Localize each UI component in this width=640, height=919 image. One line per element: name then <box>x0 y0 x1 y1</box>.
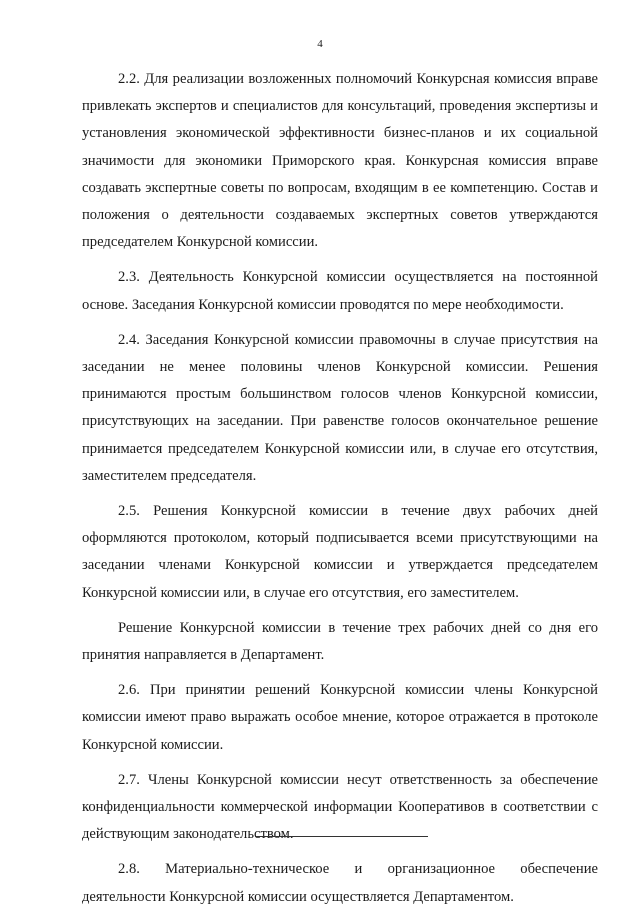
paragraph-2-6: 2.6. При принятии решений Конкурсной комиссии члены Конкурсной комиссии имеют право выражать особое мнение, которое отражается в протоколе Конкурсной комиссии. <box>82 682 598 753</box>
end-divider-line <box>256 836 428 837</box>
page-number: 4 <box>317 38 323 50</box>
paragraph-2-5-continued: Решение Конкурсной комиссии в течение трех рабочих дней со дня его принятия направляется в Департамент. <box>82 619 598 664</box>
document-body <box>82 66 598 919</box>
paragraph-2-8: 2.8. Материально-техническое и организационное обеспечение деятельности Конкурсной комиссии осуществляется Департаментом. <box>82 861 598 905</box>
paragraph-2-4: 2.4. Заседания Конкурсной комиссии правомочны в случае присутствия на заседании не менее половины членов Конкурсной комиссии. Решения принимаются простым большинством голосов членов Конкурсной комиссии, присутствующих на заседании. При равенстве голосов окончательное решение принимается председателем Конкурсной комиссии или, в случае его отсутствия, заместителем председателя. <box>82 331 598 484</box>
paragraph-2-7: 2.7. Члены Конкурсной комиссии несут ответственность за обеспечение конфиденциальности коммерческой информации Кооперативов в соответствии с действующим законодательством. <box>82 771 598 843</box>
paragraph-2-5: 2.5. Решения Конкурсной комиссии в течение двух рабочих дней оформляются протоколом, который подписывается всеми присутствующими на заседании членами Конкурсной комиссии и утверждается председателем Конкурсной комиссии или, в случае его отсутствия, его заместителем. <box>82 503 598 601</box>
paragraph-2-2: 2.2. Для реализации возложенных полномочий Конкурсная комиссия вправе привлекать экспертов и специалистов для консультаций, проведения экспертизы и установления экономической эффективности бизнес-планов и их социальной значимости для экономики Приморского края. Конкурсная комиссия вправе создавать экспертные советы по вопросам, входящим в ее компетенцию. Состав и положения о деятельности создаваемых экспертных советов утверждаются председателем Конкурсной комиссии. <box>82 71 598 251</box>
paragraph-2-3: 2.3. Деятельность Конкурсной комиссии осуществляется на постоянной основе. Заседания Конкурсной комиссии проводятся по мере необходимости. <box>82 269 598 313</box>
